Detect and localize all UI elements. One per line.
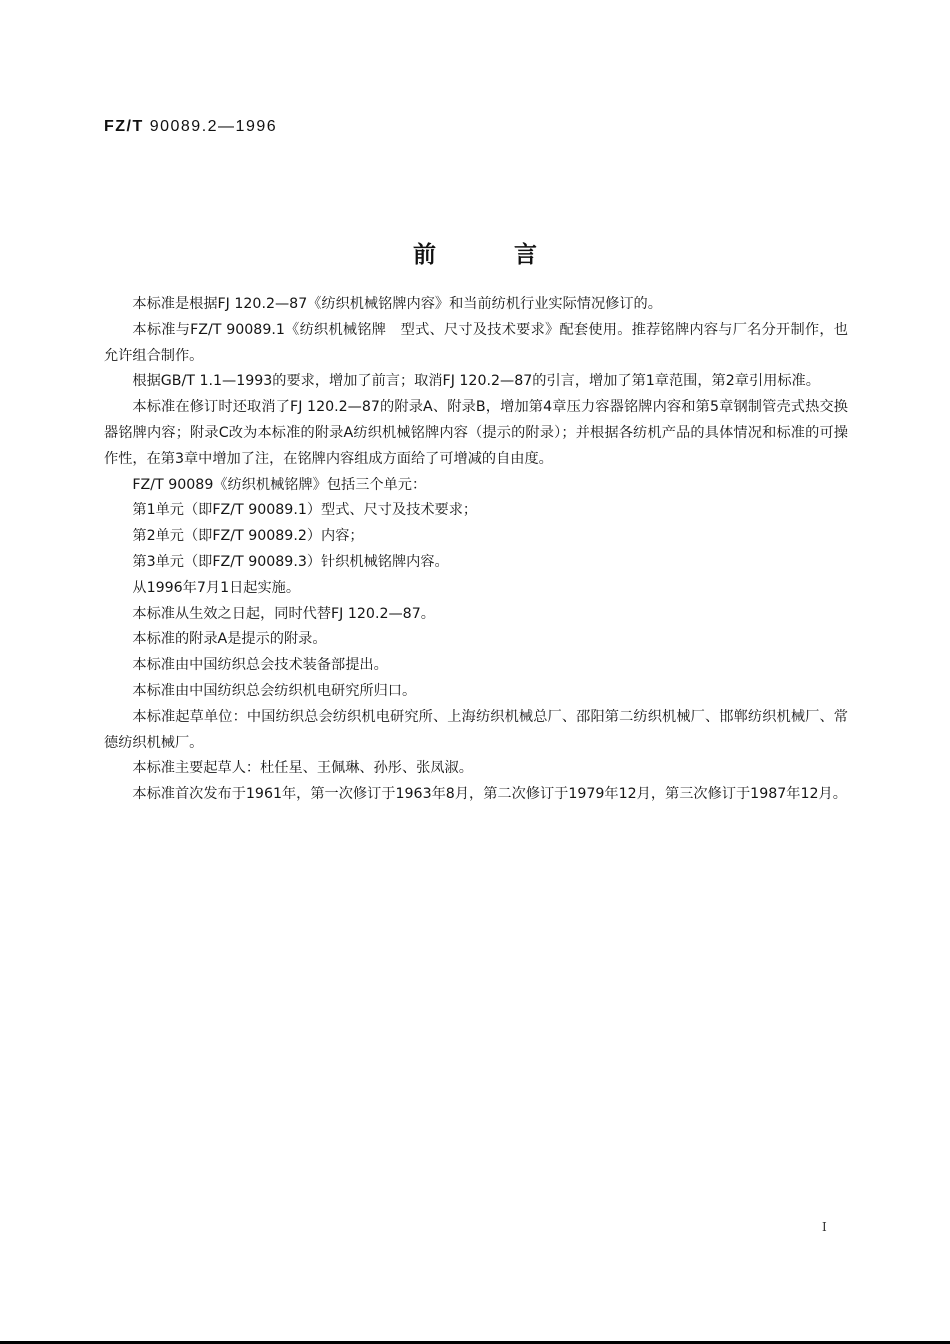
paragraph: 本标准是根据FJ 120.2—87《纺织机械铭牌内容》和当前纺机行业实际情况修订的。 (132, 296, 662, 312)
foreword-body (104, 292, 848, 808)
paragraph: 本标准与FZ/T 90089.1《纺织机械铭牌 型式、尺寸及技术要求》配套使用。推荐铭牌内容与厂名分开制作，也允许组合制作。 (104, 321, 848, 364)
paragraph: 根据GB/T 1.1—1993的要求，增加了前言；取消FJ 120.2—87的引言，增加了第1章范围，第2章引用标准。 (132, 373, 820, 390)
paragraph: 第3单元（即FZ/T 90089.3）针织机械铭牌内容。 (132, 553, 449, 570)
paragraph: 本标准由中国纺织总会技术装备部提出。 (132, 657, 388, 674)
paragraph: 第1单元（即FZ/T 90089.1）型式、尺寸及技术要求； (132, 502, 478, 519)
paragraph: FZ/T 90089《纺织机械铭牌》包括三个单元： (132, 476, 427, 493)
paragraph: 本标准首次发布于1961年，第一次修订于1963年8月，第二次修订于1979年12月，第三次修订于1987年12月。 (132, 786, 847, 803)
paragraph: 从1996年7月1日起实施。 (132, 579, 301, 596)
paragraph: 第2单元（即FZ/T 90089.2）内容； (132, 528, 364, 545)
paragraph: 本标准在修订时还取消了FJ 120.2—87的附录A、附录B，增加第4章压力容器铭牌内容和第5章钢制管壳式热交换器铭牌内容；附录C改为本标准的附录A纺织机械铭牌内容（提示的附录）；并根据各纺机产品的具体情况和标准的可操作性，在第3章中增加了注，在铭牌内容组成方面给了可增减的自由度。 (104, 399, 848, 467)
paragraph: 本标准主要起草人：杜任星、王佩琳、孙彤、张凤淑。 (132, 760, 473, 777)
page-number: I (822, 1220, 827, 1234)
paragraph: 本标准起草单位：中国纺织总会纺织机电研究所、上海纺织机械总厂、邵阳第二纺织机械厂、邯郸纺织机械厂、常德纺织机械厂。 (104, 708, 848, 751)
paragraph: 本标准的附录A是提示的附录。 (132, 631, 327, 648)
standard-code-prefix: FZ/T (104, 118, 144, 135)
standard-code (104, 118, 277, 136)
standard-code-number: 90089.2—1996 (143, 118, 278, 135)
page-title: 前言 (413, 242, 615, 268)
paragraph: 本标准由中国纺织总会纺织机电研究所归口。 (132, 682, 417, 699)
paragraph: 本标准从生效之日起，同时代替FJ 120.2—87。 (132, 605, 435, 622)
